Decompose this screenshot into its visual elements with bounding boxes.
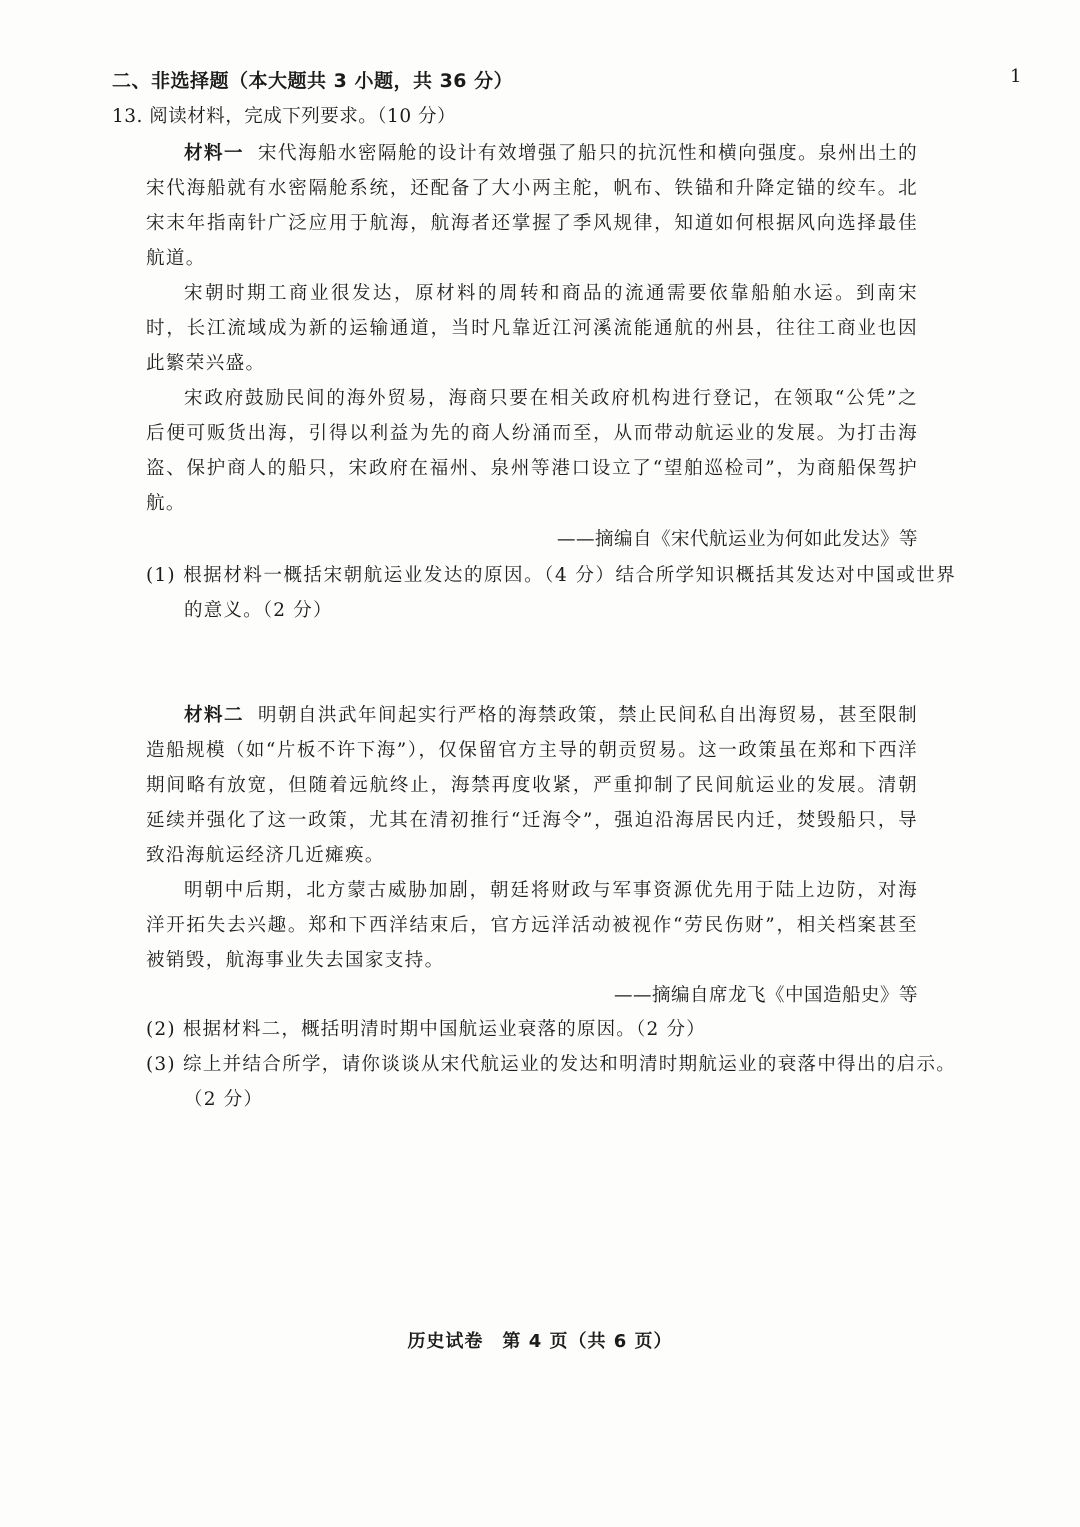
material-2-source: ——摘编自席龙飞《中国造船史》等 <box>613 985 918 1006</box>
material-2-paragraph-2: 明朝中后期，北方蒙古威胁加剧，朝廷将财政与军事资源优先用于陆上边防，对海洋开拓失去兴趣。郑和下西洋结束后，官方远洋活动被视作“劳民伤财”，相关档案甚至被销毁，航海事业失去国家支持。 <box>146 880 918 971</box>
sub-question-3: (3) 综上并结合所学，请你谈谈从宋代航运业的发达和明清时期航运业的衰落中得出的启示。（2 分） <box>146 1054 956 1110</box>
material-1-text-1: 宋代海船水密隔舱的设计有效增强了船只的抗沉性和横向强度。泉州出土的宋代海船就有水密隔舱系统，还配备了大小两主舵，帆布、铁锚和升降定锚的绞车。北宋末年指南针广泛应用于航海，航海者还掌握了季风规律，知道如何根据风向选择最佳航道。 <box>146 143 919 269</box>
material-2-label: 材料二 <box>184 705 245 726</box>
material-2-paragraph-1 <box>146 698 918 873</box>
section-title: 二、非选择题（本大题共 3 小题，共 36 分） <box>112 70 514 92</box>
material-1-paragraph-3: 宋政府鼓励民间的海外贸易，海商只要在相关政府机构进行登记，在领取“公凭”之后便可贩货出海，引得以利益为先的商人纷涌而至，从而带动航运业的发展。为打击海盗、保护商人的船只，宋政府在福州、泉州等港口设立了“望舶巡检司”，为商船保驾护航。 <box>146 388 918 514</box>
sub-question-1: (1) 根据材料一概括宋朝航运业发达的原因。（4 分）结合所学知识概括其发达对中国或世界的意义。（2 分） <box>146 565 956 621</box>
material-1-paragraph-1 <box>146 136 918 276</box>
page-footer: 历史试卷 第 4 页（共 6 页） <box>407 1331 673 1352</box>
corner-page-number: 1 <box>1010 66 1022 87</box>
material-2-text-1: 明朝自洪武年间起实行严格的海禁政策，禁止民间私自出海贸易，甚至限制造船规模（如“片板不许下海”），仅保留官方主导的朝贡贸易。这一政策虽在郑和下西洋期间略有放宽，但随着远航终止，海禁再度收紧，严重抑制了民间航运业的发展。清朝延续并强化了这一政策，尤其在清初推行“迁海令”，强迫沿海居民内迁，焚毁船只，导致沿海航运经济几近瘫痪。 <box>146 705 919 866</box>
material-1-paragraph-2: 宋朝时期工商业很发达，原材料的周转和商品的流通需要依靠船舶水运。到南宋时，长江流域成为新的运输通道，当时凡靠近江河溪流能通航的州县，往往工商业也因此繁荣兴盛。 <box>146 283 918 374</box>
material-1-source: ——摘编自《宋代航运业为何如此发达》等 <box>556 529 918 550</box>
material-1-label: 材料一 <box>184 143 245 164</box>
sub-question-2: (2) 根据材料二，概括明清时期中国航运业衰落的原因。（2 分） <box>146 1019 706 1040</box>
question-13-title: 13. 阅读材料，完成下列要求。（10 分） <box>112 106 456 127</box>
